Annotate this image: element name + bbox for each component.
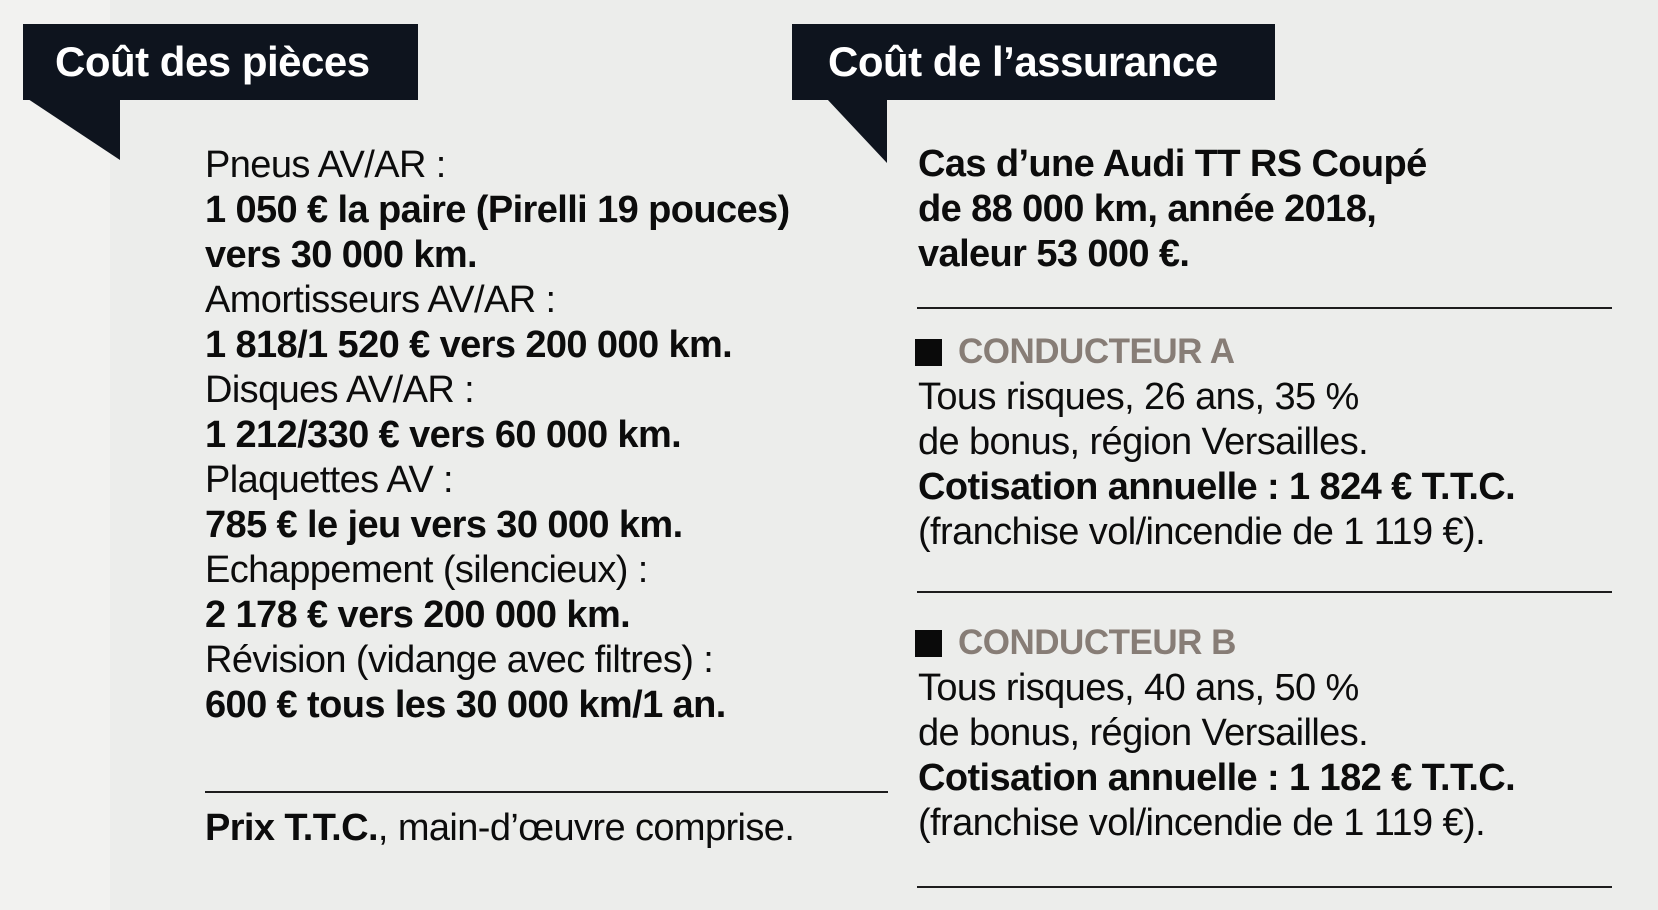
parts-line: Amortisseurs AV/AR :: [205, 279, 556, 321]
premium-line: Cotisation annuelle : 1 824 € T.T.C.: [918, 466, 1516, 508]
premium-line: Cotisation annuelle : 1 182 € T.T.C.: [918, 757, 1516, 799]
driver-b-heading: [915, 623, 1236, 663]
parts-line: 1 050 € la paire (Pirelli 19 pouces): [205, 189, 790, 231]
parts-cost-title: Coût des pièces: [55, 38, 370, 85]
risk-line: Tous risques, 40 ans, 50 %: [918, 667, 1359, 709]
square-bullet-icon: [915, 630, 942, 657]
intro-line: de 88 000 km, année 2018,: [918, 188, 1377, 230]
callout-tail-icon: [827, 99, 887, 163]
parts-line: Révision (vidange avec filtres) :: [205, 639, 714, 681]
driver-a-heading: [915, 332, 1235, 372]
driver-b-label: CONDUCTEUR B: [958, 623, 1236, 662]
parts-line: Echappement (silencieux) :: [205, 549, 648, 591]
price-footnote-label: Prix T.T.C.: [205, 807, 378, 849]
driver-b-details: [918, 666, 1515, 846]
divider: [917, 307, 1612, 309]
price-footnote-text: , main-d’œuvre comprise.: [377, 807, 795, 849]
franchise-line: (franchise vol/incendie de 1 119 €).: [918, 802, 1486, 844]
divider: [917, 886, 1612, 888]
driver-a-label: CONDUCTEUR A: [958, 332, 1235, 371]
intro-line: Cas d’une Audi TT RS Coupé: [918, 143, 1427, 185]
insurance-cost-title: Coût de l’assurance: [828, 38, 1218, 85]
parts-line: 1 212/330 € vers 60 000 km.: [205, 414, 682, 456]
franchise-line: (franchise vol/incendie de 1 119 €).: [918, 511, 1486, 553]
parts-line: 785 € le jeu vers 30 000 km.: [205, 504, 683, 546]
parts-price-list: [205, 143, 790, 728]
parts-line: 600 € tous les 30 000 km/1 an.: [205, 684, 726, 726]
price-footnote: [205, 806, 794, 851]
risk-line: Tous risques, 26 ans, 35 %: [918, 376, 1359, 418]
driver-a-details: [918, 375, 1515, 555]
parts-cost-callout: [23, 24, 418, 100]
divider: [917, 591, 1612, 593]
insurance-case-intro: [918, 142, 1427, 277]
parts-line: Pneus AV/AR :: [205, 144, 446, 186]
square-bullet-icon: [915, 339, 942, 366]
parts-line: 2 178 € vers 200 000 km.: [205, 594, 631, 636]
parts-line: Plaquettes AV :: [205, 459, 454, 501]
parts-line: 1 818/1 520 € vers 200 000 km.: [205, 324, 733, 366]
bonus-line: de bonus, région Versailles.: [918, 712, 1369, 754]
intro-line: valeur 53 000 €.: [918, 233, 1190, 275]
insurance-cost-callout: [792, 24, 1275, 100]
bonus-line: de bonus, région Versailles.: [918, 421, 1369, 463]
divider: [205, 791, 888, 793]
parts-line: Disques AV/AR :: [205, 369, 475, 411]
parts-line: vers 30 000 km.: [205, 234, 478, 276]
